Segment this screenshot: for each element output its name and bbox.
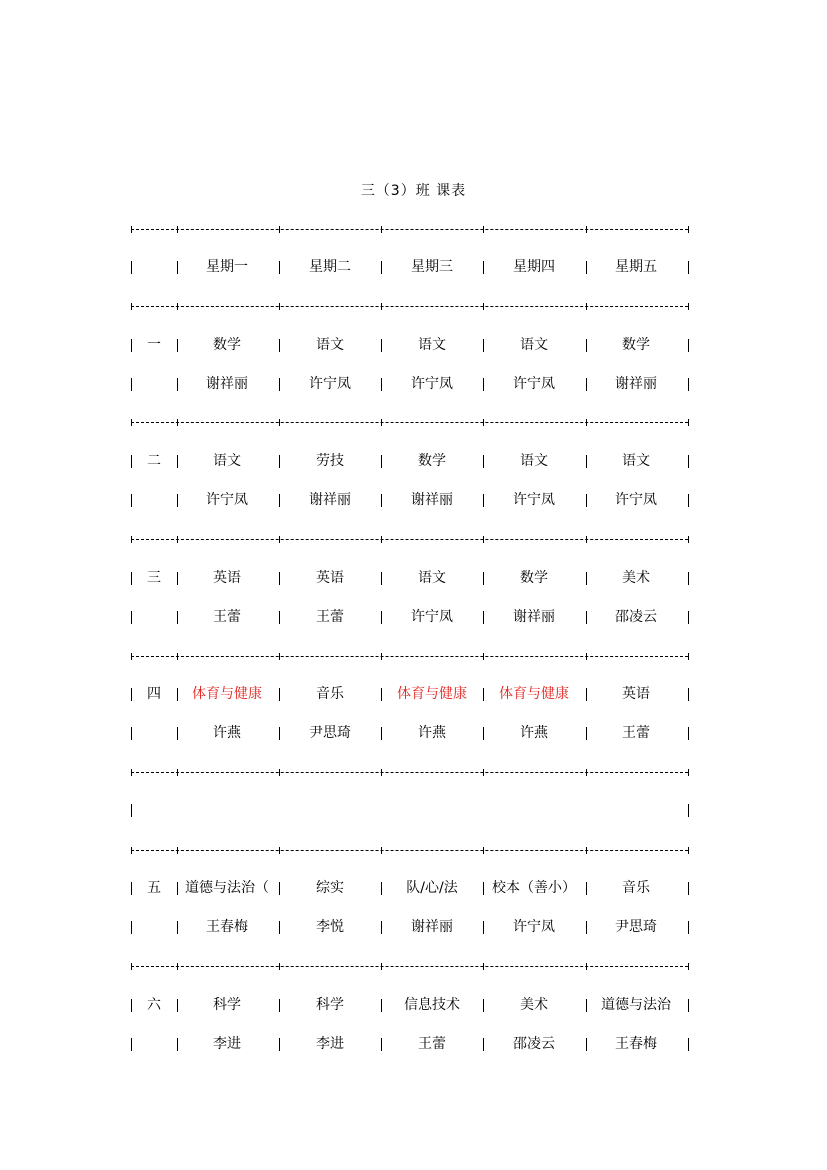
subject-cell: 体育与健康: [397, 686, 467, 702]
rule-joint: [381, 536, 382, 543]
period-label: 四: [147, 686, 161, 702]
subject-cell: 校本（善小）: [492, 880, 576, 896]
subject-cell: 劳技: [316, 453, 344, 469]
teacher-cell: 邵凌云: [513, 1036, 555, 1052]
column-separator: [688, 494, 689, 507]
table-rule: [131, 966, 688, 967]
subject-cell: 数学: [622, 337, 650, 353]
page-title: 三（3）班 课表: [360, 183, 467, 199]
rule-joint: [688, 653, 689, 660]
rule-joint: [131, 226, 132, 233]
rule-joint: [483, 769, 484, 776]
teacher-cell: 李悦: [316, 919, 344, 935]
rule-joint: [688, 536, 689, 543]
rule-joint: [177, 847, 178, 854]
table-rule: [131, 772, 688, 773]
rule-joint: [483, 963, 484, 970]
column-separator: [131, 611, 132, 624]
rule-joint: [279, 847, 280, 854]
column-separator: [131, 494, 132, 507]
subject-cell: 队/心/法: [406, 880, 458, 896]
teacher-cell: 李进: [213, 1036, 241, 1052]
rule-joint: [483, 303, 484, 310]
teacher-cell: 许宁凤: [309, 376, 351, 392]
rule-joint: [381, 653, 382, 660]
rule-joint: [177, 303, 178, 310]
rule-joint: [586, 847, 587, 854]
teacher-cell: 许宁凤: [206, 492, 248, 508]
column-separator: [688, 455, 689, 468]
rule-joint: [381, 303, 382, 310]
rule-joint: [688, 963, 689, 970]
subject-cell: 信息技术: [404, 997, 460, 1013]
teacher-cell: 许宁凤: [615, 492, 657, 508]
teacher-cell: 许宁凤: [411, 376, 453, 392]
rule-joint: [131, 847, 132, 854]
column-separator: [688, 727, 689, 740]
subject-cell: 数学: [418, 453, 446, 469]
column-separator: [688, 882, 689, 895]
teacher-cell: 谢祥丽: [309, 492, 351, 508]
teacher-cell: 许宁凤: [513, 919, 555, 935]
period-label: 五: [147, 880, 161, 896]
rule-joint: [381, 226, 382, 233]
teacher-cell: 王蕾: [213, 609, 241, 625]
column-separator: [688, 611, 689, 624]
teacher-cell: 许宁凤: [513, 376, 555, 392]
teacher-cell: 许宁凤: [411, 609, 453, 625]
rule-joint: [586, 769, 587, 776]
teacher-cell: 王春梅: [206, 919, 248, 935]
rule-joint: [688, 419, 689, 426]
teacher-cell: 许宁凤: [513, 492, 555, 508]
teacher-cell: 尹思琦: [615, 919, 657, 935]
period-label: 一: [147, 337, 161, 353]
subject-cell: 美术: [622, 570, 650, 586]
table-rule: [131, 306, 688, 307]
teacher-cell: 谢祥丽: [513, 609, 555, 625]
rule-joint: [279, 653, 280, 660]
table-rule: [131, 422, 688, 423]
timetable: [131, 224, 688, 1054]
teacher-cell: 谢祥丽: [411, 492, 453, 508]
teacher-cell: 许燕: [520, 725, 548, 741]
teacher-cell: 邵凌云: [615, 609, 657, 625]
rule-joint: [586, 536, 587, 543]
teacher-cell: 尹思琦: [309, 725, 351, 741]
table-rule: [131, 539, 688, 540]
rule-joint: [177, 653, 178, 660]
column-separator: [131, 727, 132, 740]
header-day-3: 星期三: [411, 259, 453, 275]
column-separator: [688, 261, 689, 274]
subject-cell: 体育与健康: [499, 686, 569, 702]
rule-joint: [483, 536, 484, 543]
rule-joint: [279, 963, 280, 970]
subject-cell: 音乐: [622, 880, 650, 896]
subject-cell: 体育与健康: [192, 686, 262, 702]
rule-joint: [586, 303, 587, 310]
rule-joint: [586, 963, 587, 970]
rule-joint: [381, 419, 382, 426]
column-separator: [688, 1038, 689, 1051]
rule-joint: [381, 847, 382, 854]
teacher-cell: 王蕾: [418, 1036, 446, 1052]
rule-joint: [131, 653, 132, 660]
subject-cell: 道德与法治: [601, 997, 671, 1013]
teacher-cell: 谢祥丽: [206, 376, 248, 392]
rule-joint: [177, 536, 178, 543]
subject-cell: 音乐: [316, 686, 344, 702]
teacher-cell: 谢祥丽: [615, 376, 657, 392]
subject-cell: 科学: [316, 997, 344, 1013]
rule-joint: [131, 769, 132, 776]
rule-joint: [381, 769, 382, 776]
subject-cell: 道德与法治（: [185, 880, 269, 896]
header-day-1: 星期一: [206, 259, 248, 275]
subject-cell: 数学: [520, 570, 548, 586]
subject-cell: 科学: [213, 997, 241, 1013]
subject-cell: 语文: [622, 453, 650, 469]
period-label: 二: [147, 453, 161, 469]
column-separator: [131, 921, 132, 934]
table-rule: [131, 850, 688, 851]
subject-cell: 综实: [316, 880, 344, 896]
rule-joint: [131, 963, 132, 970]
column-separator: [131, 261, 132, 274]
column-separator: [688, 688, 689, 701]
teacher-cell: 王蕾: [622, 725, 650, 741]
rule-joint: [688, 769, 689, 776]
rule-joint: [483, 847, 484, 854]
rule-joint: [586, 653, 587, 660]
subject-cell: 美术: [520, 997, 548, 1013]
column-separator: [131, 804, 132, 817]
subject-cell: 语文: [418, 337, 446, 353]
table-rule: [131, 656, 688, 657]
teacher-cell: 王春梅: [615, 1036, 657, 1052]
teacher-cell: 许燕: [213, 725, 241, 741]
subject-cell: 语文: [520, 337, 548, 353]
column-separator: [688, 804, 689, 817]
rule-joint: [688, 303, 689, 310]
subject-cell: 语文: [213, 453, 241, 469]
subject-cell: 语文: [520, 453, 548, 469]
header-day-2: 星期二: [309, 259, 351, 275]
column-separator: [131, 1038, 132, 1051]
rule-joint: [279, 226, 280, 233]
rule-joint: [131, 419, 132, 426]
rule-joint: [483, 226, 484, 233]
subject-cell: 英语: [316, 570, 344, 586]
rule-joint: [483, 419, 484, 426]
column-separator: [688, 339, 689, 352]
rule-joint: [131, 303, 132, 310]
rule-joint: [177, 226, 178, 233]
subject-cell: 数学: [213, 337, 241, 353]
teacher-cell: 王蕾: [316, 609, 344, 625]
rule-joint: [279, 419, 280, 426]
column-separator: [131, 378, 132, 391]
rule-joint: [279, 303, 280, 310]
rule-joint: [586, 419, 587, 426]
teacher-cell: 谢祥丽: [411, 919, 453, 935]
rule-joint: [688, 226, 689, 233]
teacher-cell: 李进: [316, 1036, 344, 1052]
header-day-5: 星期五: [615, 259, 657, 275]
header-day-4: 星期四: [513, 259, 555, 275]
rule-joint: [177, 769, 178, 776]
rule-joint: [177, 963, 178, 970]
column-separator: [688, 572, 689, 585]
column-separator: [688, 921, 689, 934]
period-label: 三: [147, 570, 161, 586]
rule-joint: [279, 769, 280, 776]
column-separator: [688, 999, 689, 1012]
rule-joint: [483, 653, 484, 660]
rule-joint: [131, 536, 132, 543]
rule-joint: [381, 963, 382, 970]
column-separator: [688, 378, 689, 391]
period-label: 六: [147, 997, 161, 1013]
teacher-cell: 许燕: [418, 725, 446, 741]
subject-cell: 英语: [213, 570, 241, 586]
subject-cell: 英语: [622, 686, 650, 702]
rule-joint: [279, 536, 280, 543]
subject-cell: 语文: [316, 337, 344, 353]
rule-joint: [688, 847, 689, 854]
rule-joint: [586, 226, 587, 233]
rule-joint: [177, 419, 178, 426]
table-rule: [131, 229, 688, 230]
subject-cell: 语文: [418, 570, 446, 586]
